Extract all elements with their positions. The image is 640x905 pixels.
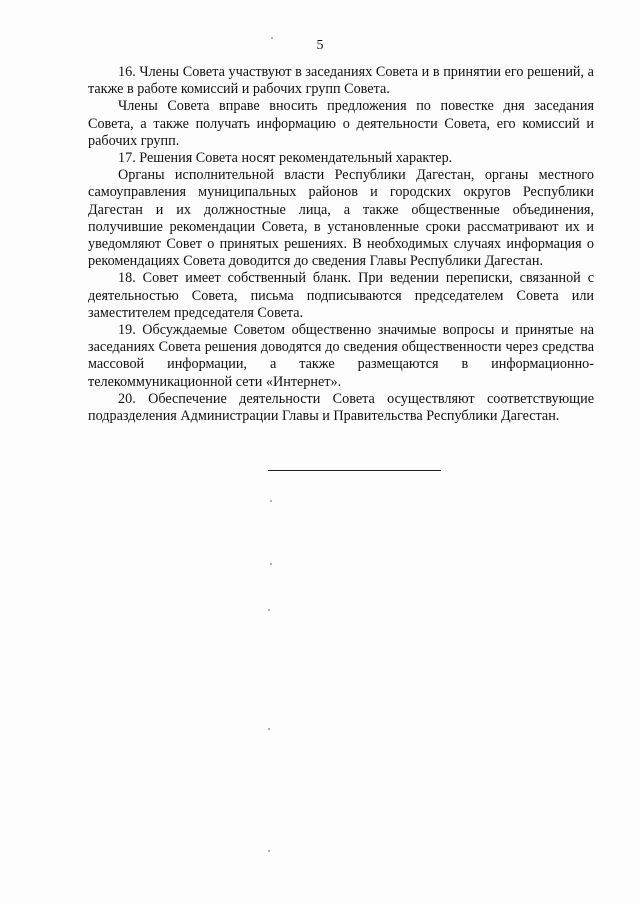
scan-speck — [268, 728, 270, 730]
paragraph-20: 20. Обеспечение деятельности Совета осуществляют соответствующие подразделения Администрации Главы и Правительства Республики Дагестан. — [88, 390, 594, 425]
scan-speck — [270, 500, 272, 502]
scan-speck — [271, 37, 273, 39]
scan-speck — [268, 850, 270, 852]
scan-speck — [270, 563, 272, 565]
paragraph-16: 16. Члены Совета участвуют в заседаниях Совета и в принятии его решений, а также в работе комиссий и рабочих групп Совета. — [88, 64, 594, 98]
end-separator-line — [268, 470, 441, 471]
paragraph-19: 19. Обсуждаемые Советом общественно значимые вопросы и принятые на заседаниях Совета решения доводятся до сведения общественности через средства массовой информации, а также размещаются в информационно-телекоммуникационной сети «Интернет». — [88, 322, 594, 390]
page-number: 5 — [316, 38, 324, 53]
paragraph-17-authorities: Органы исполнительной власти Республики Дагестан, органы местного самоуправления муниципальных районов и городских округов Республики Дагестан и их должностные лица, а также общественные объединения, получившие рекомендации Совета, в установленные сроки рассматривают их и уведомляют Совет о принятых решениях. В необходимых случаях информация о рекомендациях Совета доводится до сведения Главы Республики Дагестан. — [88, 167, 594, 270]
paragraph-18: 18. Совет имеет собственный бланк. При ведении переписки, связанной с деятельностью Совета, письма подписываются председателем Совета или заместителем председателя Совета. — [88, 270, 594, 321]
paragraph-17: 17. Решения Совета носят рекомендательный характер. — [118, 150, 453, 167]
scan-speck — [268, 609, 270, 611]
paragraph-16-rights: Члены Совета вправе вносить предложения по повестке дня заседания Совета, а также получать информацию о деятельности Совета, его комиссий и рабочих групп. — [88, 98, 594, 149]
document-body — [88, 64, 594, 425]
